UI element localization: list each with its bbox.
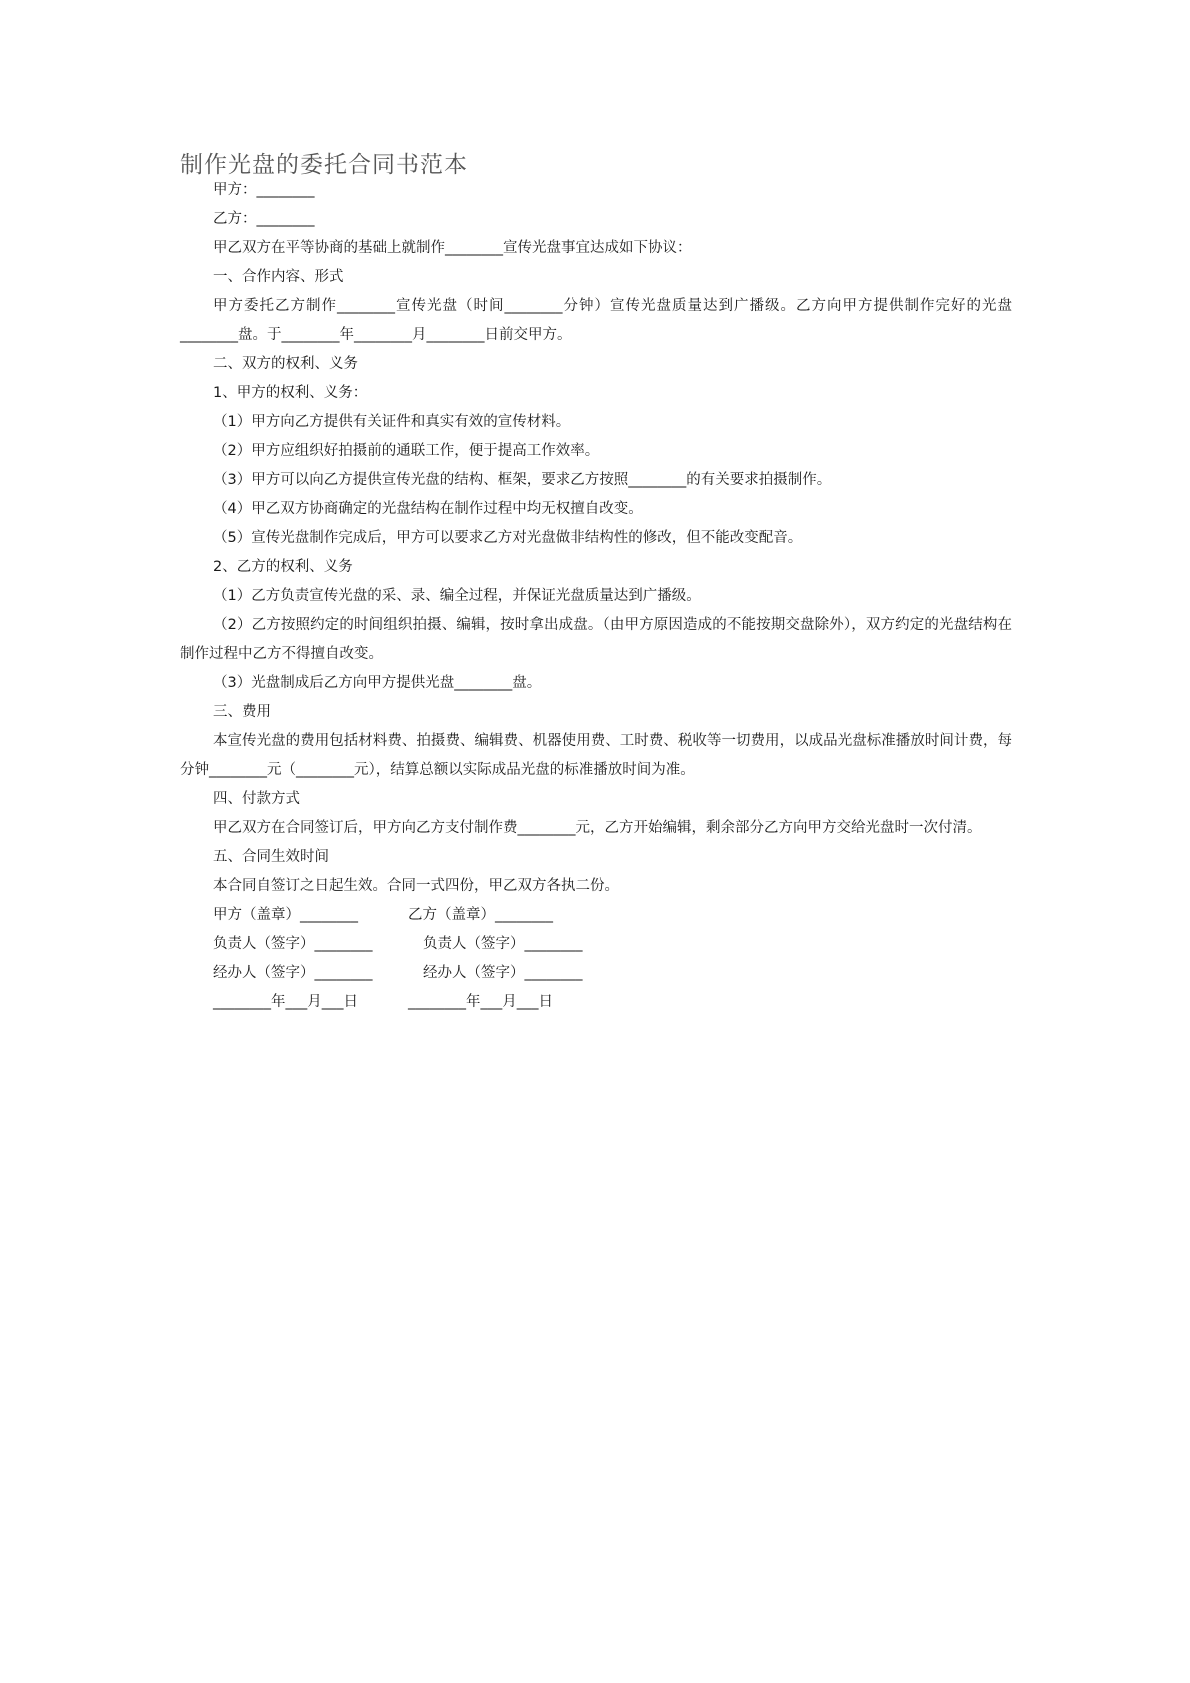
clause-a-1: （1）甲方向乙方提供有关证件和真实有效的宣传材料。 [213, 414, 571, 430]
party-b-line: 乙方：________ [213, 211, 315, 227]
subsection-heading-party-b: 2、乙方的权利、义务 [213, 559, 353, 575]
section-heading-2: 二、双方的权利、义务 [213, 356, 358, 372]
clause-b-3: （3）光盘制成后乙方向甲方提供光盘________盘。 [213, 675, 542, 691]
section-4-body: 甲乙双方在合同签订后，甲方向乙方支付制作费________元，乙方开始编辑，剩余部分乙方向甲方交给光盘时一次付清。 [213, 820, 982, 836]
clause-a-5: （5）宣传光盘制作完成后，甲方可以要求乙方对光盘做非结构性的修改，但不能改变配音。 [213, 530, 803, 546]
subsection-heading-party-a: 1、甲方的权利、义务： [213, 385, 368, 401]
party-a-line: 甲方：________ [213, 182, 315, 198]
section-1-body: 甲方委托乙方制作________宣传光盘（时间________分钟）宣传光盘质量达到广播级。乙方向甲方提供制作完好的光盘________盘。于________年________月________日前交甲方。 [180, 298, 1012, 343]
signature-row-responsible [213, 930, 1012, 959]
clause-a-3: （3）甲方可以向乙方提供宣传光盘的结构、框架，要求乙方按照________的有关要求拍摄制作。 [213, 472, 832, 488]
signature-row-handler [213, 959, 1012, 988]
section-5-body: 本合同自签订之日起生效。合同一式四份，甲乙双方各执二份。 [213, 878, 619, 894]
document-title: 制作光盘的委托合同书范本 [180, 152, 468, 178]
party-b-responsible: 负责人（签字）________ [423, 936, 583, 952]
party-a-handler: 经办人（签字）________ [213, 965, 373, 981]
section-heading-5: 五、合同生效时间 [213, 849, 329, 865]
section-3-body: 本宣传光盘的费用包括材料费、拍摄费、编辑费、机器使用费、工时费、税收等一切费用，以成品光盘标准播放时间计费，每分钟________元（________元），结算总额以实际成品光盘的标准播放时间为准。 [180, 733, 1012, 778]
party-a-seal: 甲方（盖章）________ [213, 907, 358, 923]
party-b-date: ________年___月___日 [408, 994, 553, 1010]
clause-b-1: （1）乙方负责宣传光盘的采、录、编全过程，并保证光盘质量达到广播级。 [213, 588, 701, 604]
preamble: 甲乙双方在平等协商的基础上就制作________宣传光盘事宜达成如下协议： [213, 240, 692, 256]
party-a-date: ________年___月___日 [213, 994, 358, 1010]
signature-row-date [213, 988, 1012, 1017]
section-heading-3: 三、费用 [213, 704, 271, 720]
party-b-seal: 乙方（盖章）________ [408, 907, 553, 923]
party-b-handler: 经办人（签字）________ [423, 965, 583, 981]
clause-b-2: （2）乙方按照约定的时间组织拍摄、编辑，按时拿出成盘。（由甲方原因造成的不能按期交盘除外），双方约定的光盘结构在制作过程中乙方不得擅自改变。 [180, 617, 1012, 662]
clause-a-2: （2）甲方应组织好拍摄前的通联工作，便于提高工作效率。 [213, 443, 600, 459]
section-heading-4: 四、付款方式 [213, 791, 300, 807]
party-a-responsible: 负责人（签字）________ [213, 936, 373, 952]
document-body [180, 176, 1012, 1017]
signature-row-seal [213, 901, 1012, 930]
section-heading-1: 一、合作内容、形式 [213, 269, 344, 285]
clause-a-4: （4）甲乙双方协商确定的光盘结构在制作过程中均无权擅自改变。 [213, 501, 643, 517]
